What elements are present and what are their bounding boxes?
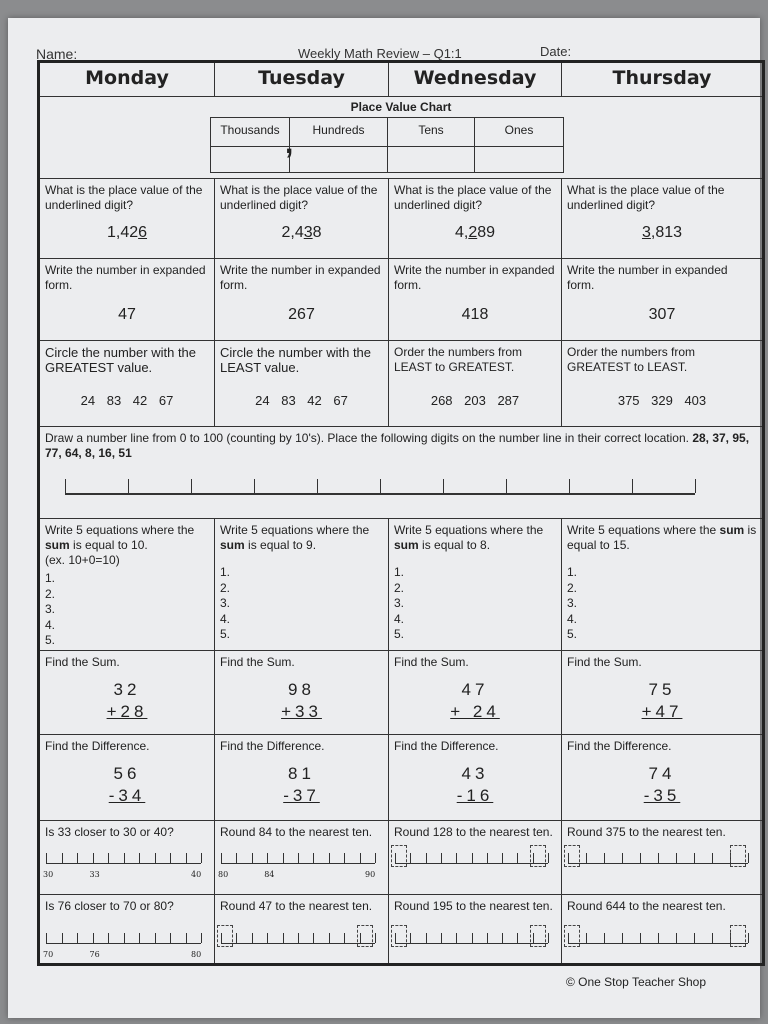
rounding-question [215, 895, 389, 963]
number-part: 2,4 [281, 224, 304, 241]
prompt-text: is equal to 10. [69, 538, 148, 552]
equation-line[interactable]: 5. [45, 633, 56, 647]
number-line-tick [548, 933, 549, 943]
question-prompt: Is 33 closer to 30 or 40? [45, 825, 174, 839]
place-value-comma: , [285, 127, 294, 160]
number-line-tick [380, 479, 381, 493]
equation-line[interactable]: 1. [394, 565, 405, 579]
sum-word: sum [45, 538, 70, 552]
place-value-question [215, 179, 389, 259]
place-value-question [562, 179, 762, 259]
equation-lines [567, 565, 577, 643]
equation-line[interactable]: 3. [567, 596, 578, 610]
prompt-text: is equal to 8. [418, 538, 491, 552]
number-line-tick [487, 933, 488, 943]
underlined-number [562, 225, 762, 240]
number-line-section [40, 427, 762, 519]
question-prompt: Circle the number with the GREATEST value. [45, 345, 197, 375]
number-line-tick [375, 853, 376, 863]
minuend: 56 [113, 764, 141, 783]
number-line-tick [506, 479, 507, 493]
number-line-tick [155, 933, 156, 943]
number-line-tick [62, 853, 63, 863]
question-prompt: What is the place value of the underlined digit? [220, 183, 378, 212]
underlined-number [389, 225, 561, 240]
number-line-tick [65, 479, 66, 493]
prompt-text: Write 5 equations where the [394, 523, 544, 537]
number-line-tick [201, 853, 202, 863]
number-line-tick [487, 853, 488, 863]
rounding-number-line[interactable] [221, 851, 375, 864]
answer-box[interactable] [391, 925, 407, 947]
number-line-tick [283, 853, 284, 863]
rounding-number-line[interactable] [46, 851, 201, 864]
number-line-tick [604, 933, 605, 943]
number-line-label: 84 [264, 870, 275, 879]
number-line-tick [108, 853, 109, 863]
number-line-tick [676, 853, 677, 863]
equation-line[interactable]: 5. [567, 627, 578, 641]
number-line-tick [201, 933, 202, 943]
rounding-number-line[interactable] [46, 931, 201, 944]
day-header: Tuesday [215, 63, 389, 97]
number-line-tick [236, 853, 237, 863]
day-header: Thursday [562, 63, 762, 97]
number-line-tick [236, 933, 237, 943]
addend-bottom: + 24 [450, 702, 500, 721]
number-line-tick [695, 479, 696, 493]
number-line-tick [604, 853, 605, 863]
rounding-question [389, 895, 562, 963]
subtraction-problem [389, 763, 561, 807]
equations-question [215, 519, 389, 651]
number-line-tick [191, 479, 192, 493]
number-line-tick [441, 933, 442, 943]
number-line-tick [329, 933, 330, 943]
place-value-column-header: Ones [475, 118, 563, 147]
number-line-tick [124, 933, 125, 943]
number-line-tick [329, 853, 330, 863]
equation-lines [394, 565, 404, 643]
number-line-tick [676, 933, 677, 943]
find-sum-question [562, 651, 762, 735]
find-difference-question [562, 735, 762, 821]
equation-line[interactable]: 4. [220, 611, 231, 626]
rounding-question [562, 821, 762, 895]
number-line-digits: 28, 37, 95, 77, 64, 8, 16, 51 [45, 431, 750, 460]
question-prompt: Circle the number with the LEAST value. [220, 345, 372, 375]
expanded-form-question [562, 259, 762, 341]
number-line-label: 80 [218, 870, 229, 879]
question-prompt: Round 644 to the nearest ten. [567, 899, 726, 913]
addend-bottom: +47 [641, 702, 683, 721]
answer-box[interactable] [530, 925, 546, 947]
addend-bottom: +28 [106, 702, 148, 721]
example-text: (ex. 10+0=10) [45, 553, 120, 567]
question-prompt [562, 519, 762, 557]
expanded-form-question [40, 259, 215, 341]
compare-numbers: 24 83 42 67 [255, 393, 348, 408]
question-prompt: Order the numbers from LEAST to GREATEST. [394, 345, 523, 374]
compare-numbers: 268 203 287 [430, 393, 520, 408]
number-line-tick [694, 853, 695, 863]
place-value-chart [210, 117, 564, 173]
answer-box[interactable] [391, 845, 407, 867]
question-prompt [389, 519, 561, 557]
subtrahend: -35 [643, 786, 681, 805]
question-prompt: Find the Sum. [220, 655, 295, 669]
number-line-tick [170, 853, 171, 863]
number-line-tick [586, 853, 587, 863]
number-line-tick [93, 853, 94, 863]
question-prompt: Find the Sum. [394, 655, 469, 669]
number-part: 4, [454, 224, 469, 241]
find-difference-question [40, 735, 215, 821]
answer-box[interactable] [730, 925, 746, 947]
equation-line[interactable]: 4. [45, 617, 56, 632]
subtraction-problem [562, 763, 762, 807]
equation-line[interactable]: 1. [45, 571, 56, 585]
number-line-tick [77, 933, 78, 943]
equation-line[interactable]: 3. [45, 602, 56, 616]
question-prompt: Round 84 to the nearest ten. [220, 825, 373, 839]
place-value-question [389, 179, 562, 259]
answer-box[interactable] [730, 845, 746, 867]
expanded-form-question [389, 259, 562, 341]
number-line-tick [622, 853, 623, 863]
rounding-question [389, 821, 562, 895]
sum-word: sum [719, 523, 745, 537]
number-line-tick [128, 479, 129, 493]
rounding-number-line[interactable] [568, 851, 748, 864]
underlined-number [40, 225, 214, 240]
number-line-tick [441, 853, 442, 863]
prompt-text: Write 5 equations where the [567, 523, 720, 537]
number-line-tick [640, 933, 641, 943]
question-prompt: Write the number in expanded form. [220, 263, 381, 292]
equations-question [562, 519, 762, 651]
place-value-question [40, 179, 215, 259]
addition-problem [40, 679, 214, 723]
compare-numbers: 24 83 42 67 [80, 393, 174, 408]
number-line-tick [456, 933, 457, 943]
number-line-tick [569, 479, 570, 493]
number-line-tick [658, 853, 659, 863]
equations-question [389, 519, 562, 651]
number-part: 89 [477, 224, 496, 241]
sum-word: sum [220, 538, 245, 552]
number-line-instructions: Draw a number line from 0 to 100 (counting by 10's). Place the following digits on the number line in their correct location. [45, 431, 689, 445]
question-prompt: What is the place value of the underlined digit? [567, 183, 725, 212]
number-line-tick [517, 853, 518, 863]
rounding-number-line[interactable] [395, 931, 548, 944]
subtraction-problem [40, 763, 214, 807]
number-line-tick [748, 853, 749, 863]
equation-line[interactable]: 5. [394, 627, 405, 641]
compare-question [40, 341, 215, 427]
rounding-question [215, 821, 389, 895]
equation-line[interactable]: 4. [567, 611, 578, 626]
place-value-column-header: Thousands [211, 118, 290, 147]
equation-line[interactable]: 4. [394, 611, 405, 626]
question-prompt: Find the Difference. [567, 739, 672, 753]
find-difference-question [215, 735, 389, 821]
addend-bottom: +33 [281, 702, 322, 721]
number-line-tick [586, 933, 587, 943]
equation-line[interactable]: 2. [45, 586, 56, 601]
prompt-text: Write 5 equations where the [45, 523, 195, 537]
equation-line[interactable]: 3. [394, 596, 405, 610]
underlined-number [215, 225, 388, 240]
number-line-tick [694, 933, 695, 943]
number-line-tick [360, 853, 361, 863]
find-sum-question [389, 651, 562, 735]
number-part: ,813 [650, 224, 683, 241]
equation-lines [220, 565, 230, 643]
minuend: 81 [288, 764, 315, 783]
place-value-column-header: Hundreds [290, 118, 388, 147]
compare-numbers: 375 329 403 [617, 393, 707, 408]
day-header: Wednesday [389, 63, 562, 97]
number-line-label: 40 [191, 870, 202, 879]
addend-top: 32 [113, 680, 141, 699]
subtraction-problem [215, 763, 388, 807]
question-prompt: Find the Difference. [220, 739, 325, 753]
number-line-tick [640, 853, 641, 863]
addend-top: 75 [648, 680, 676, 699]
number-line[interactable] [65, 481, 695, 495]
find-sum-question [40, 651, 215, 735]
equations-question [40, 519, 215, 651]
number-line-tick [155, 853, 156, 863]
rounding-number-line[interactable] [568, 931, 748, 944]
question-prompt: Round 375 to the nearest ten. [567, 825, 726, 839]
subtrahend: -37 [283, 786, 320, 805]
number-line-tick [186, 853, 187, 863]
number-line-tick [426, 933, 427, 943]
day-header: Monday [40, 63, 215, 97]
equation-line[interactable]: 2. [220, 580, 231, 595]
question-prompt: Round 47 to the nearest ten. [220, 899, 373, 913]
number-line-tick [93, 933, 94, 943]
number-line-tick [502, 853, 503, 863]
find-sum-question [215, 651, 389, 735]
rounding-number-line[interactable] [395, 851, 548, 864]
question-prompt: Find the Difference. [45, 739, 150, 753]
number-line-tick [124, 853, 125, 863]
number-line-tick [517, 933, 518, 943]
question-prompt: Round 128 to the nearest ten. [394, 825, 553, 839]
number-line-tick [426, 853, 427, 863]
question-prompt [40, 519, 214, 572]
underlined-digit: 3 [641, 224, 651, 241]
number-line-tick [472, 933, 473, 943]
question-prompt: What is the place value of the underlined digit? [394, 183, 552, 212]
equation-line[interactable]: 2. [567, 580, 578, 595]
number-line-label: 76 [89, 950, 100, 959]
number-line-tick [298, 933, 299, 943]
rounding-question [40, 821, 215, 895]
expanded-number: 267 [288, 306, 315, 323]
question-prompt: What is the place value of the underlined digit? [45, 183, 203, 212]
expanded-number: 307 [648, 306, 676, 323]
number-part: 1,42 [106, 224, 139, 241]
prompt-text: is equal to 9. [244, 538, 317, 552]
copyright-footer: © One Stop Teacher Shop [565, 975, 706, 989]
answer-box[interactable] [217, 925, 233, 947]
expanded-number: 47 [118, 306, 136, 323]
expanded-number: 418 [461, 306, 489, 323]
compare-question [215, 341, 389, 427]
underlined-digit: 6 [138, 224, 148, 241]
number-line-tick [472, 853, 473, 863]
number-line-tick [254, 479, 255, 493]
equation-line[interactable]: 2. [394, 580, 405, 595]
number-line-tick [344, 933, 345, 943]
number-line-tick [712, 853, 713, 863]
number-line-tick [186, 933, 187, 943]
answer-box[interactable] [357, 925, 373, 947]
rounding-question [562, 895, 762, 963]
answer-box[interactable] [530, 845, 546, 867]
minuend: 74 [648, 764, 676, 783]
question-prompt: Write the number in expanded form. [45, 263, 206, 292]
place-value-blank-cell[interactable] [290, 147, 388, 172]
compare-question [562, 341, 762, 427]
addend-top: 98 [288, 680, 315, 699]
place-value-title: Place Value Chart [350, 100, 452, 114]
number-line-tick [658, 933, 659, 943]
answer-box[interactable] [564, 845, 580, 867]
question-prompt [215, 519, 388, 557]
question-prompt: Find the Difference. [394, 739, 499, 753]
subtrahend: -34 [108, 786, 146, 805]
question-prompt: Find the Sum. [45, 655, 120, 669]
number-line-tick [313, 933, 314, 943]
question-prompt: Is 76 closer to 70 or 80? [45, 899, 174, 913]
addend-top: 47 [461, 680, 489, 699]
number-line-label: 70 [43, 950, 54, 959]
number-line-tick [313, 853, 314, 863]
equation-line[interactable]: 5. [220, 627, 231, 641]
compare-question [389, 341, 562, 427]
number-line-label: 30 [43, 870, 54, 879]
number-line-tick [375, 933, 376, 943]
answer-box[interactable] [564, 925, 580, 947]
subtrahend: -16 [456, 786, 494, 805]
number-line-tick [502, 933, 503, 943]
underlined-digit: 3 [303, 224, 313, 241]
place-value-column-header: Tens [388, 118, 475, 147]
number-line-tick [62, 933, 63, 943]
equation-line[interactable]: 1. [567, 565, 578, 579]
place-value-blank-cell[interactable] [388, 147, 475, 172]
number-line-tick [410, 933, 411, 943]
number-line-tick [283, 933, 284, 943]
number-line-tick [456, 853, 457, 863]
question-prompt: Write the number in expanded form. [394, 263, 555, 292]
equation-line[interactable]: 3. [220, 596, 231, 610]
number-line-tick [108, 933, 109, 943]
review-grid [37, 60, 765, 966]
number-line-tick [298, 853, 299, 863]
addition-problem [562, 679, 762, 723]
number-line-tick [252, 853, 253, 863]
name-label: Name: [36, 46, 78, 62]
number-line-tick [170, 933, 171, 943]
underlined-digit: 2 [468, 224, 478, 241]
rounding-number-line[interactable] [221, 931, 375, 944]
find-difference-question [389, 735, 562, 821]
prompt-text: Write 5 equations where the [220, 523, 370, 537]
worksheet-title: Weekly Math Review – Q1:1 [298, 46, 462, 61]
number-line-tick [712, 933, 713, 943]
number-part: 8 [312, 224, 322, 241]
number-line-tick [46, 853, 47, 863]
number-line-tick [139, 933, 140, 943]
number-line-tick [252, 933, 253, 943]
number-line-tick [748, 933, 749, 943]
place-value-blank-cell[interactable] [475, 147, 563, 172]
place-value-blank-cell[interactable] [211, 147, 290, 172]
prompt-text: is equal to 15. [567, 523, 757, 552]
question-prompt: Order the numbers from GREATEST to LEAST. [567, 345, 696, 374]
number-line-label: 33 [89, 870, 100, 879]
number-line-tick [632, 479, 633, 493]
number-line-tick [410, 853, 411, 863]
number-line-tick [622, 933, 623, 943]
addition-problem [389, 679, 561, 723]
number-line-prompt [40, 427, 762, 465]
number-line-tick [267, 853, 268, 863]
question-prompt: Round 195 to the nearest ten. [394, 899, 553, 913]
rounding-question [40, 895, 215, 963]
equation-line[interactable]: 1. [220, 565, 231, 579]
number-line-tick [443, 479, 444, 493]
date-label: Date: [540, 44, 572, 59]
place-value-section [40, 97, 762, 179]
question-prompt: Write the number in expanded form. [567, 263, 728, 292]
number-line-tick [77, 853, 78, 863]
minuend: 43 [461, 764, 489, 783]
number-line-tick [317, 479, 318, 493]
equation-lines [45, 571, 55, 649]
addition-problem [215, 679, 388, 723]
number-line-tick [139, 853, 140, 863]
number-line-tick [548, 853, 549, 863]
number-line-tick [46, 933, 47, 943]
number-line-tick [221, 853, 222, 863]
sum-word: sum [394, 538, 419, 552]
expanded-form-question [215, 259, 389, 341]
question-prompt: Find the Sum. [567, 655, 642, 669]
number-line-label: 80 [191, 950, 202, 959]
number-line-tick [267, 933, 268, 943]
number-line-tick [344, 853, 345, 863]
number-line-label: 90 [365, 870, 376, 879]
